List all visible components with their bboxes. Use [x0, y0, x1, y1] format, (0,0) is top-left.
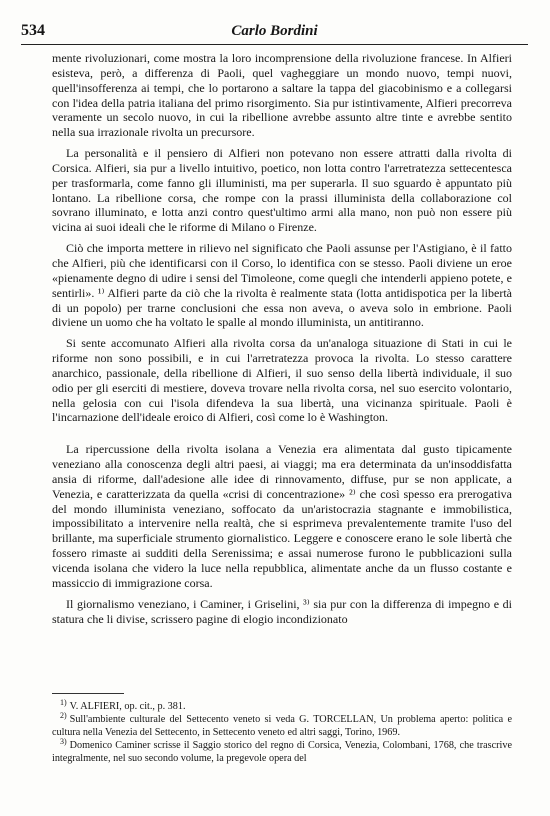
- paragraph: mente rivoluzionari, come mostra la loro incomprensione della rivoluzione francese. In Alfieri esisteva, però, a differenza di Paoli, quel vagheggiare un mondo nuovo, tempi nuovi, quell'insofferenza ai tempi, che lo portarono a saltare la tappa del giacobinismo e a collegarsi con l'idea della patria italiana del primo risorgimento. Sia pur istintivamente, Alfieri precorreva veramente un secolo nuovo, in cui la ribellione avrebbe assunto altre tinte e avrebbe sentito nella sua irrazionale rivolta un precursore.: [52, 51, 512, 140]
- footnote: [52, 736, 512, 765]
- footnote-number: 1): [60, 697, 67, 707]
- footnote: [52, 697, 512, 713]
- paragraph: Ciò che importa mettere in rilievo nel significato che Paoli assunse per l'Astigiano, è il fatto che Alfieri, più che identificarsi con il Corso, lo identifica con se stesso. Paoli diviene un eroe «pienamente degno di udire i sensi del Timoleone, come quegli che intenderli appieno potete, e sentirli». ¹⁾ Alfieri parte da ciò che la rivolta è realmente stata (lotta antidispotica per la libertà di un popolo) per trarne conclusioni che essa non aveva, o aveva solo in embrione. Paoli diviene un uomo che ha voltato le spalle al mondo illuminista, un antitiranno.: [52, 241, 512, 330]
- page-header: [21, 22, 528, 45]
- paragraph: Il giornalismo veneziano, i Caminer, i Griselini, ³⁾ sia pur con la differenza di impegno e di statura che li divise, scrissero pagine di elogio incondizionato: [52, 596, 512, 626]
- paragraph: Si sente accomunato Alfieri alla rivolta corsa da un'analoga situazione di Stati in cui le riforme non sono possibili, e in cui l'arretratezza provoca la rivolta. Lo stesso carattere anarchico, passionale, della ribellione di Alfieri, il suo senso della libertà individuale, il suo odio per gli eserciti di mestiere, doveva trovare nella rivolta corsa, nel suo esercito volontario, nella gelosia con cui l'isola difendeva la sua libertà, una vicinanza spirituale. Paoli è l'incarnazione dell'ideale eroico di Alfieri, così come lo è Washington.: [52, 336, 512, 425]
- footnote-text: V. ALFIERI, op. cit., p. 381.: [69, 701, 186, 712]
- footnote-number: 2): [60, 711, 67, 721]
- footnote-text: Sull'ambiente culturale del Settecento veneto si veda G. TORCELLAN, Un problema aperto: politica e cultura nella Venezia del Settecento, in Settecento veneto ed altri saggi, Torino, 1969.: [52, 714, 512, 738]
- page-number: 534: [21, 22, 45, 39]
- running-head: Carlo Bordini: [231, 23, 318, 39]
- footnote-number: 3): [60, 736, 67, 746]
- footnote-divider: [52, 693, 124, 694]
- paragraph: La personalità e il pensiero di Alfieri non potevano non essere attratti dalla rivolta di Corsica. Alfieri, sia pur a livello intuitivo, poetico, non lotta contro l'arretratezza settecentesca per trasformarla, come fanno gli illuministi, ma per superarla. Il suo sguardo è appuntato più lontano. La ribellione corsa, che rompe con la prassi illuminista della collaborazione col sovrano illuminato, e lotta anzi contro quest'ultimo armi alla mano, non può non essere più vicina ai suoi ideali che le riforme di Milano o Firenze.: [52, 146, 512, 235]
- body-text: [52, 51, 512, 632]
- footnote: [52, 711, 512, 739]
- paragraph: La ripercussione della rivolta isolana a Venezia era alimentata dal gusto tipicamente veneziano alla conoscenza degli altri paesi, ai viaggi; ma era determinata da un'insoddisfatta ansia di riforme, dall'adesione alle idee di rinnovamento, diffuse, pur se non applicate, a Venezia, e caratterizzata da quella «crisi di concentrazione» ²⁾ che così spesso era prerogativa del mondo illuminista veneziano, soffocato da un'aristocrazia stagnante e immobilistica, impossibilitato a intervenire nella realtà, che si esprimeva prevalentemente tramite l'uso del brillante, ma superficiale strumento giornalistico. Leggere e conoscere erano le sole libertà che fossero rimaste ai sudditi della Serenissima; e assai numerose furono le pubblicazioni sulla vicenda isolana che videro la luce nella repubblica, alimentate anche da un flusso costante e massiccio di immigrazione corsa.: [52, 442, 512, 590]
- footnotes: [52, 697, 512, 766]
- footnote-text: Domenico Caminer scrisse il Saggio storico del regno di Corsica, Venezia, Colombani, 1768, che trascrive integralmente, nel suo secondo volume, la pregevole opera del: [52, 740, 512, 764]
